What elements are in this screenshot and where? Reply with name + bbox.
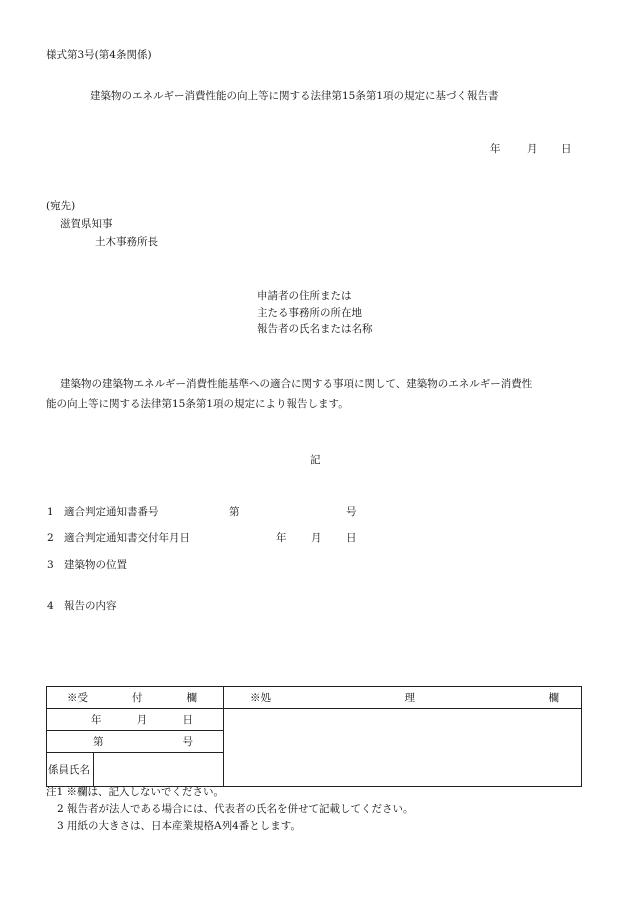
- addressee-governor: 滋賀県知事: [60, 218, 113, 230]
- applicant-address-label: 申請者の住所または: [257, 290, 352, 302]
- date-month: 月: [527, 143, 538, 155]
- item-1-dai: 第: [229, 506, 240, 518]
- form-number: 様式第3号(第4条関係): [46, 49, 152, 61]
- item-2-day: 日: [346, 532, 357, 544]
- note-2: 2 報告者が法人である場合には、代表者の氏名を併せて記載してください。: [57, 803, 414, 815]
- receipt-processing-table: [46, 686, 582, 787]
- item-4-label: 報告の内容: [64, 600, 117, 612]
- item-1-gou: 号: [346, 506, 357, 518]
- staff-name-label: 係員氏名: [48, 764, 90, 776]
- body-line-1: 建築物の建築物エネルギー消費性能基準への適合に関する事項に関して、建築物のエネルギー消費性: [60, 378, 533, 390]
- note-1: 注1 ※欄は、記入しないでください。: [46, 786, 225, 798]
- date-year: 年: [490, 143, 501, 155]
- receipt-month: 月: [136, 714, 148, 726]
- ki-heading: 記: [310, 454, 321, 466]
- receipt-header: [47, 687, 224, 709]
- processing-header-3: 欄: [548, 692, 559, 704]
- receipt-header-1: ※受: [67, 692, 88, 704]
- item-4-number: 4: [47, 600, 54, 612]
- staff-name-field: [94, 753, 224, 787]
- receipt-year: 年: [91, 714, 102, 726]
- addressee-label: (宛先): [46, 200, 76, 212]
- receipt-number-cell: [47, 731, 224, 753]
- item-2-year: 年: [276, 532, 287, 544]
- applicant-name-label: 報告者の氏名または名称: [257, 323, 373, 335]
- date-day: 日: [561, 143, 572, 155]
- document-title: 建築物のエネルギー消費性能の向上等に関する法律第15条第1項の規定に基づく報告書: [90, 90, 499, 102]
- item-1-number: 1: [47, 506, 54, 518]
- processing-area: [224, 709, 582, 787]
- processing-header-1: ※処: [250, 692, 271, 704]
- receipt-dai: 第: [93, 736, 104, 748]
- receipt-header-3: 欄: [186, 692, 197, 704]
- receipt-date-cell: [47, 709, 224, 731]
- item-2-number: 2: [47, 532, 54, 544]
- processing-header-2: 理: [404, 692, 415, 704]
- receipt-gou: 号: [182, 736, 193, 748]
- note-3: 3 用紙の大きさは、日本産業規格A列4番とします。: [57, 820, 301, 832]
- staff-label-cell: [47, 753, 94, 787]
- item-2-month: 月: [311, 532, 322, 544]
- receipt-day: 日: [182, 714, 193, 726]
- item-3-label: 建築物の位置: [64, 559, 127, 571]
- item-2-label: 適合判定通知書交付年月日: [64, 532, 190, 544]
- item-1-label: 適合判定通知書番号: [64, 506, 159, 518]
- item-3-number: 3: [47, 559, 54, 571]
- applicant-office-label: 主たる事務所の所在地: [257, 307, 362, 319]
- addressee-office-chief: 土木事務所長: [95, 236, 158, 248]
- body-line-2: 能の向上等に関する法律第15条第1項の規定により報告します。: [46, 398, 349, 410]
- receipt-header-2: 付: [132, 692, 143, 704]
- processing-header: [224, 687, 582, 709]
